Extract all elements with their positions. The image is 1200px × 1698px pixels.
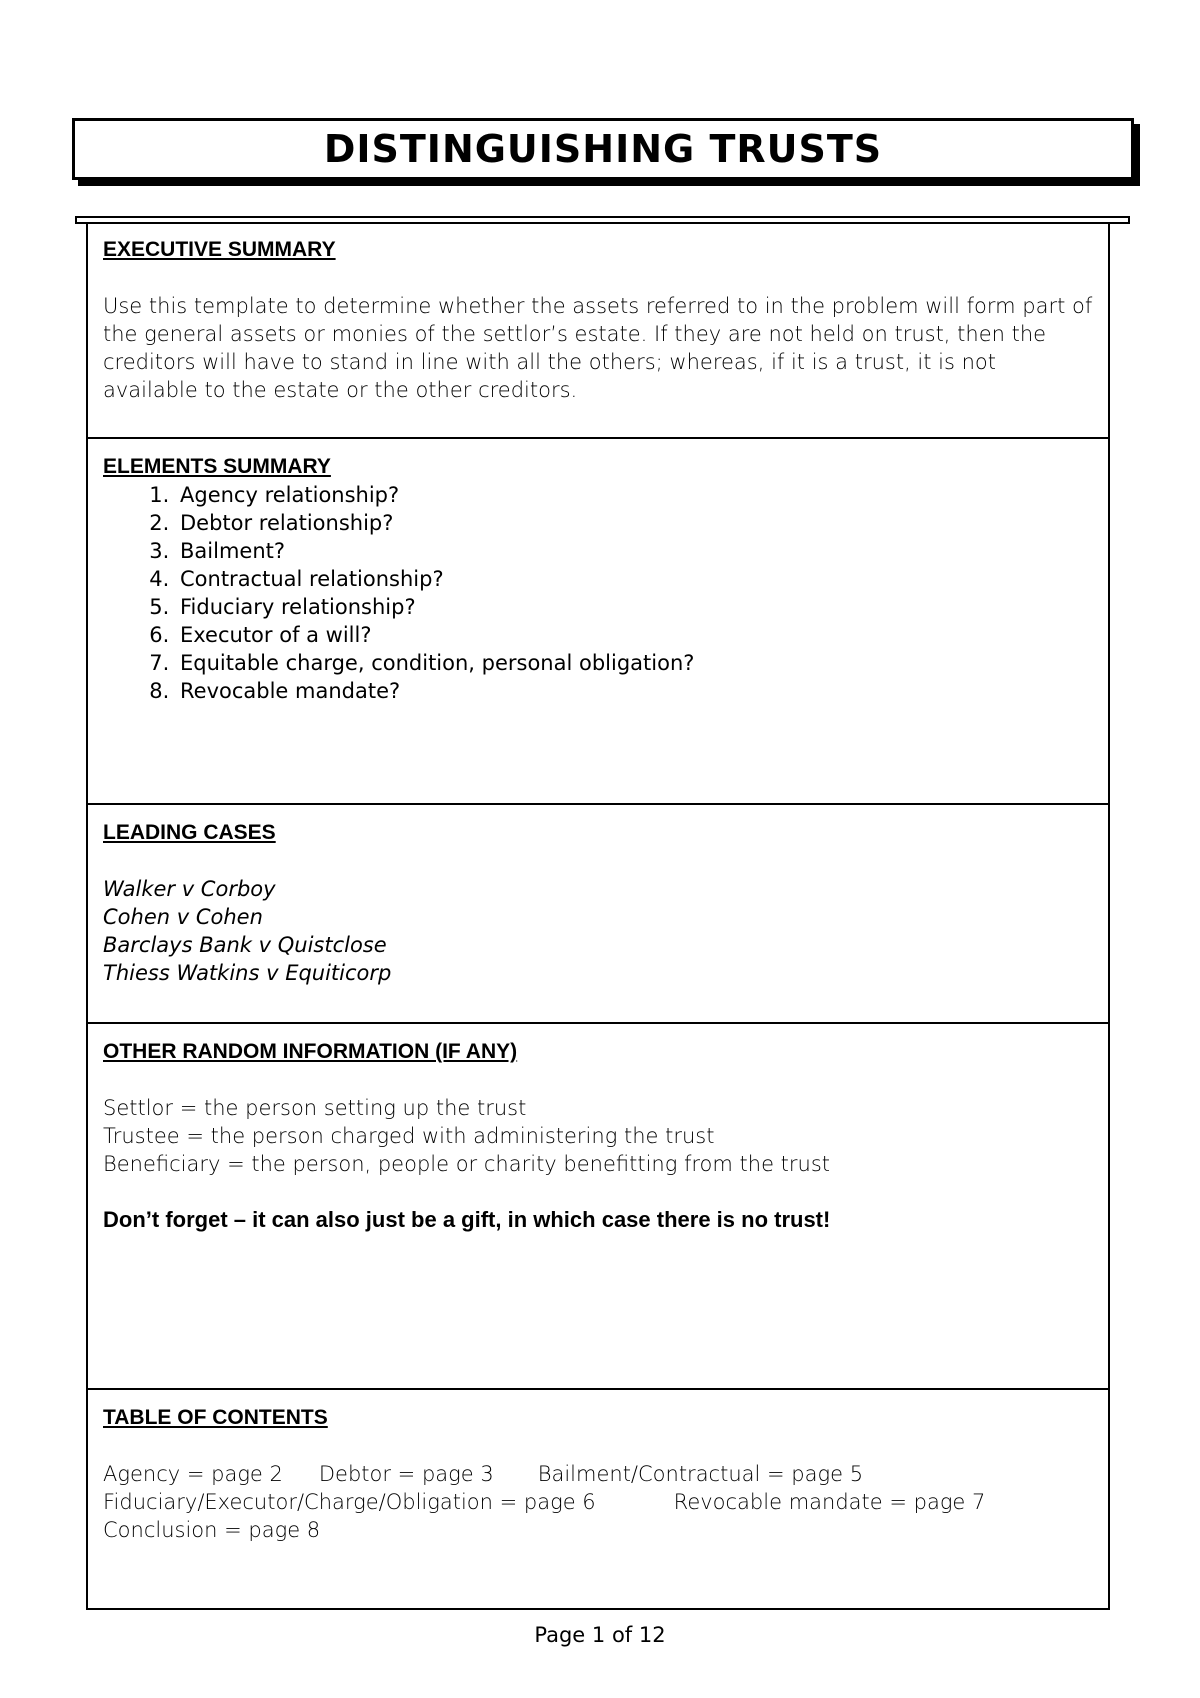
executive-summary-heading: EXECUTIVE SUMMARY [103, 238, 336, 261]
toc-entry-debtor: Debtor = page 3 [318, 1462, 494, 1486]
toc-entry-fiduciary: Fiduciary/Executor/Charge/Obligation = page 6 [103, 1490, 596, 1514]
list-item: 8. Revocable mandate? [176, 677, 1094, 705]
elements-list [103, 481, 1094, 705]
toc-line-3 [103, 1516, 1094, 1544]
case-name: Barclays Bank v Quistclose [103, 933, 387, 957]
document-title: DISTINGUISHING TRUSTS [323, 127, 883, 171]
list-item: 4. Contractual relationship? [176, 565, 1094, 593]
definition-beneficiary: Beneficiary = the person, people or charity benefitting from the trust [103, 1152, 831, 1176]
executive-summary-section [88, 222, 1108, 439]
other-info-heading: OTHER RANDOM INFORMATION (IF ANY) [103, 1040, 518, 1063]
toc-line-2 [103, 1488, 1094, 1516]
list-item: 2. Debtor relationship? [176, 509, 1094, 537]
other-info-section [88, 1024, 1108, 1390]
gift-note: Don’t forget – it can also just be a gift, in which case there is no trust! [103, 1207, 831, 1232]
definition-trustee: Trustee = the person charged with administering the trust [103, 1124, 715, 1148]
toc-heading: TABLE OF CONTENTS [103, 1406, 328, 1429]
definition-settlor: Settlor = the person setting up the trust [103, 1096, 527, 1120]
toc-section [88, 1390, 1108, 1610]
list-item: 1. Agency relationship? [176, 481, 1094, 509]
elements-summary-section [88, 439, 1108, 805]
case-name: Walker v Corboy [103, 877, 276, 901]
toc-entry-agency: Agency = page 2 [103, 1462, 283, 1486]
list-item: 5. Fiduciary relationship? [176, 593, 1094, 621]
summary-table [86, 222, 1110, 1610]
toc-entry-conclusion: Conclusion = page 8 [103, 1518, 321, 1542]
leading-cases-section [88, 805, 1108, 1024]
list-item: 6. Executor of a will? [176, 621, 1094, 649]
toc-line-1 [103, 1460, 1094, 1488]
list-item: 7. Equitable charge, condition, personal obligation? [176, 649, 1094, 677]
executive-summary-body: Use this template to determine whether the assets referred to in the problem will form part of the general assets or monies of the settlor’s estate. If they are not held on trust, then the creditors will have to stand in line with all the others; whereas, if it is a trust, it is not available to the estate or the other creditors. [103, 294, 1093, 402]
elements-summary-heading: ELEMENTS SUMMARY [103, 455, 331, 478]
toc-entry-bailment: Bailment/Contractual = page 5 [537, 1462, 864, 1486]
toc-entry-revocable: Revocable mandate = page 7 [673, 1490, 986, 1514]
case-name: Cohen v Cohen [103, 905, 263, 929]
list-item: 3. Bailment? [176, 537, 1094, 565]
title-box [72, 118, 1134, 180]
leading-cases-heading: LEADING CASES [103, 821, 276, 844]
page-number: Page 1 of 12 [534, 1623, 666, 1647]
case-name: Thiess Watkins v Equiticorp [103, 961, 392, 985]
